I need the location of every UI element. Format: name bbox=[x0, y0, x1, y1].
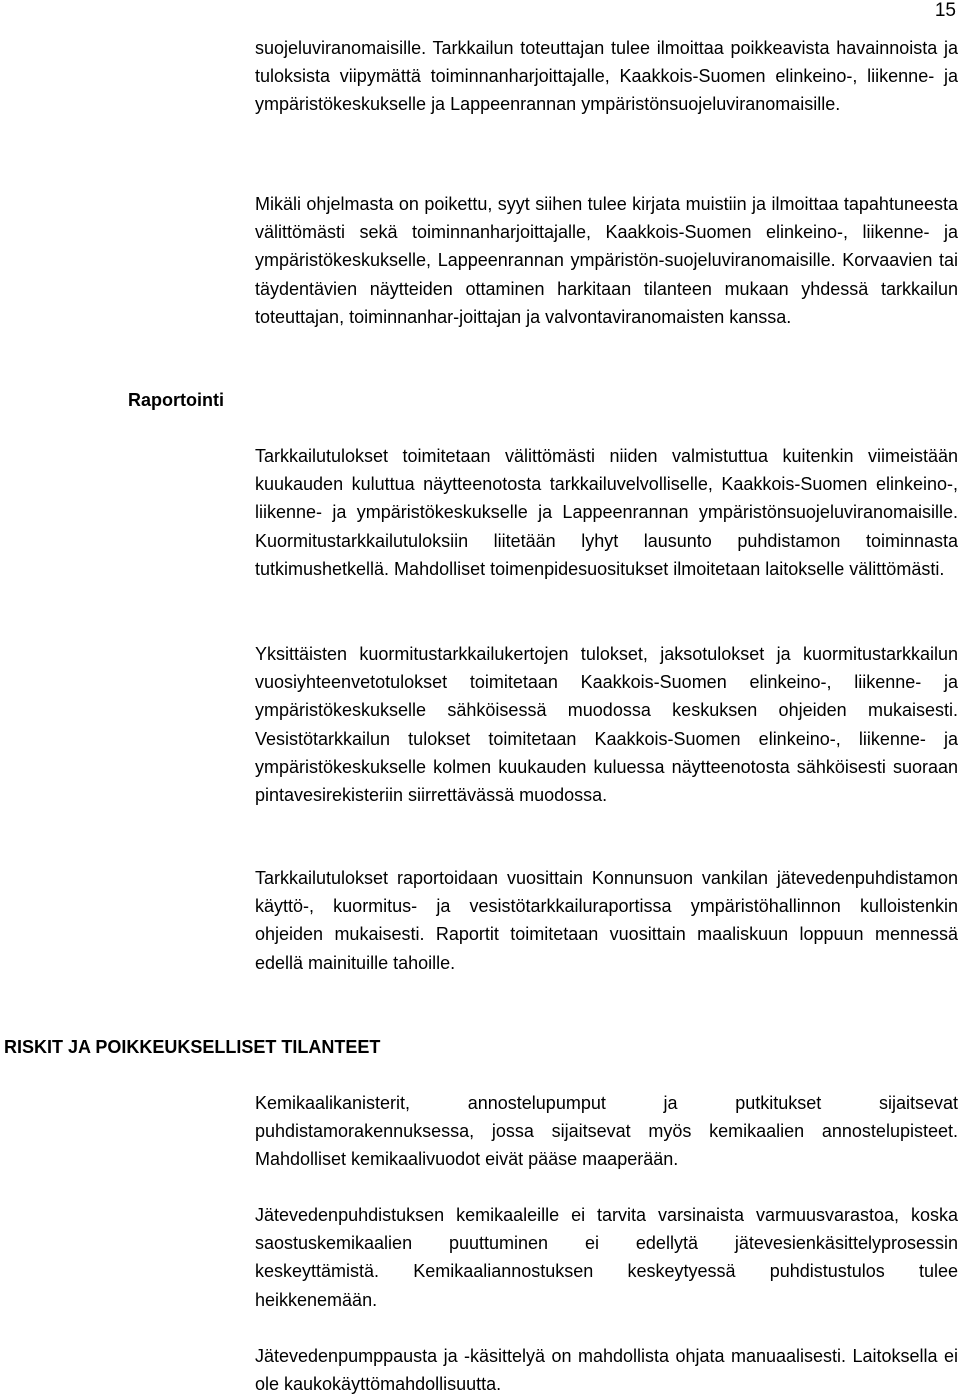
page-number: 15 bbox=[934, 0, 956, 21]
paragraph-chemicals: Kemikaalikanisterit, annostelupumput ja putkitukset sijaitsevat puhdistamorakennuksessa, jossa sijaitsevat myös kemikaalien annostelupisteet. Mahdolliset kemikaalivuodot eivät pääse maaperään. bbox=[255, 1093, 958, 1170]
paragraph-manual-control: Jätevedenpumppausta ja -käsittelyä on mahdollista ohjata manuaalisesti. Laitoksella ei ole kaukokäyttömahdollisuutta. bbox=[255, 1346, 958, 1395]
heading-raportointi: Raportointi bbox=[128, 390, 224, 410]
paragraph-load-monitoring-results: Yksittäisten kuormitustarkkailukertojen tulokset, jaksotulokset ja kuormitustarkkailun vuosiyhteenvetotulokset toimitetaan Kaakkois-Suomen elinkeino-, liikenne- ja ympäristökeskukselle sähköisessä muodossa keskuksen ohjeiden mukaisesti. Vesistötarkkailun tulokset toimitetaan Kaakkois-Suomen elinkeino-, liikenne- ja ympäristökeskukselle kolmen kuukauden kuluessa näytteenotosta sähköisesti suoraan pintavesirekisteriin siirrettävässä muodossa. bbox=[255, 644, 958, 806]
paragraph-annual-report: Tarkkailutulokset raportoidaan vuosittain Konnunsuon vankilan jätevedenpuhdistamon käyttö-, kuormitus- ja vesistötarkkailuraportissa ympäristöhallinnon kulloistenkin ohjeiden mukaisesti. Raportit toimitetaan vuosittain maaliskuun loppuun mennessä edellä mainituille tahoille. bbox=[255, 868, 958, 973]
paragraph-results-delivery: Tarkkailutulokset toimitetaan välittömästi niiden valmistuttua kuitenkin viimeistään kuukauden kuluttua näytteenotosta tarkkailuvelvolliselle, Kaakkois-Suomen elinkeino-, liikenne- ja ympäristökeskukselle ja Lappeenrannan ympäristönsuojeluviranomaisille. Kuormitustarkkailutuloksiin liitetään lyhyt lausunto puhdistamon toiminnasta tutkimushetkellä. Mahdolliset toimenpidesuositukset ilmoitetaan laitokselle välittömästi. bbox=[255, 446, 958, 579]
paragraph-program-deviation: Mikäli ohjelmasta on poikettu, syyt siihen tulee kirjata muistiin ja ilmoittaa tapahtuneesta välittömästi sekä toiminnanharjoittajalle, Kaakkois-Suomen elinkeino-, liikenne- ja ympäristökeskukselle, Lappeenrannan ympäristön-suojeluviranomaisille. Korvaavien tai täydentävien näytteiden ottaminen harkitaan tilanteen mukaan yhdessä tarkkailun toteuttajan, toiminnanhar-joittajan ja valvontaviranomaisten kanssa. bbox=[255, 194, 958, 327]
paragraph-reserve-storage: Jätevedenpuhdistuksen kemikaaleille ei tarvita varsinaista varmuusvarastoa, koska saostuskemikaalien puuttuminen ei edellytä jätevesienkäsittelyprosessin keskeyttämistä. Kemikaaliannostuksen keskeytyessä puhdistustulos tulee heikkenemään. bbox=[255, 1205, 958, 1310]
heading-risks: RISKIT JA POIKKEUKSELLISET TILANTEET bbox=[4, 1037, 381, 1057]
paragraph-reporting-deviations: suojeluviranomaisille. Tarkkailun toteuttajan tulee ilmoittaa poikkeavista havainnoista ja tuloksista viipymättä toiminnanharjoittajalle, Kaakkois-Suomen elinkeino-, liikenne- ja ympäristökeskukselle ja Lappeenrannan ympäristönsuojeluviranomaisille. bbox=[255, 38, 958, 115]
